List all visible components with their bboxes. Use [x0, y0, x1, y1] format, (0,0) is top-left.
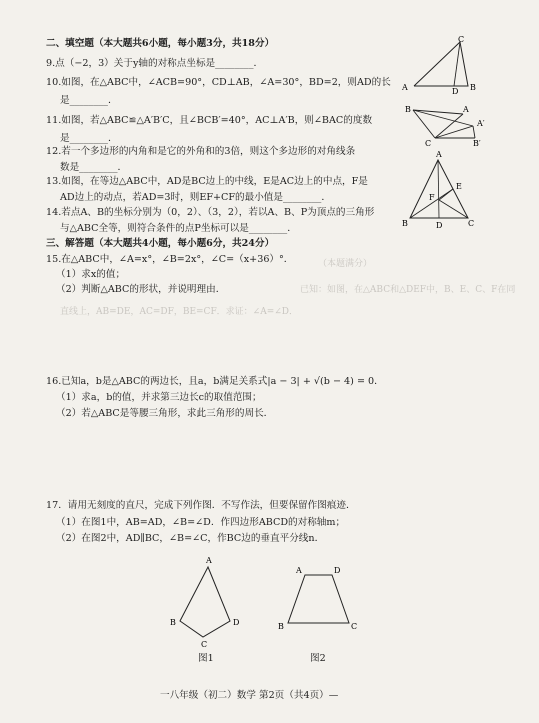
question-11-line2: 是________． — [60, 133, 118, 144]
q10-label-d: D — [452, 87, 459, 96]
question-16-part2: （2）若△ABC是等腰三角形，求此三角形的周长． — [56, 408, 274, 419]
q13-label-b: B — [402, 219, 408, 228]
q11-label-b: B — [405, 105, 411, 114]
question-15: 15.在△ABC中，∠A=x°，∠B=2x°，∠C=（x+36）°． — [46, 254, 294, 265]
question-11-line1: 11.如图，若△ABC≌△A′B′C，且∠BCB′=40°，AC⊥A′B，则∠BAC的度数 — [46, 115, 373, 126]
question-10-line2: 是________． — [60, 95, 118, 106]
q13-label-c: C — [468, 219, 475, 228]
q10-label-a: A — [402, 83, 408, 92]
figure-1-kite — [170, 555, 260, 650]
question-12-line1: 12.若一个多边形的内角和是它的外角和的3倍，则这个多边形的对角线条 — [46, 146, 356, 157]
fig2-label-a: A — [296, 566, 302, 575]
figure-q13-equilateral — [402, 152, 482, 230]
q11-label-c: C — [425, 139, 432, 148]
question-13-line2: AD边上的动点，若AD=3时，则EF+CF的最小值是________． — [60, 192, 331, 203]
question-10-line1: 10.如图，在△ABC中，∠ACB=90°，CD⊥AB，∠A=30°，BD=2，则AD的长 — [46, 77, 391, 88]
question-9: 9.点（−2，3）关于y轴的对称点坐标是________． — [46, 58, 264, 69]
bleed-text-2: 已知：如图，在△ABC和△DEF中，B、E、C、F在同 — [300, 285, 516, 295]
question-17: 17．请用无刻度的直尺，完成下列作图．不写作法，但要保留作图痕迹． — [46, 500, 356, 511]
fig1-label-c: C — [201, 640, 208, 649]
fig1-label-b: B — [170, 618, 176, 627]
fig1-label-a: A — [206, 556, 212, 565]
question-15-part1: （1）求x的值； — [56, 269, 126, 280]
fig2-label-c: C — [351, 622, 358, 631]
page-footer: 一八年级（初二）数学 第2页（共4页）— — [160, 690, 339, 701]
question-14-line1: 14.若点A、B的坐标分别为（0，2）、（3，2），若以A、B、P为顶点的三角形 — [46, 207, 375, 218]
question-17-part2: （2）在图2中，AD∥BC，∠B=∠C，作BC边的垂直平分线n． — [56, 533, 325, 544]
question-16: 16.已知a，b是△ABC的两边长，且a，b满足关系式|a − 3| + √(b − 4) = 0． — [46, 376, 384, 387]
figure-1-caption: 图1 — [198, 653, 214, 664]
question-15-part2: （2）判断△ABC的形状，并说明理由． — [56, 284, 226, 295]
q11-label-a: A — [463, 105, 469, 114]
bleed-text-1: （本题满分） — [318, 259, 373, 269]
section-2-title: 二、填空题（本大题共6小题，每小题3分，共18分） — [46, 38, 275, 49]
q11-label-b-prime: B′ — [473, 139, 481, 148]
figure-2-trapezoid — [278, 565, 363, 635]
q11-label-a-prime: A′ — [477, 119, 485, 128]
figure-q11-triangles — [405, 104, 495, 146]
fig2-label-d: D — [334, 566, 341, 575]
fig2-label-b: B — [278, 622, 284, 631]
bleed-text-3: 直线上，AB=DE，AC=DF，BE=CF．求证：∠A=∠D． — [60, 307, 299, 317]
figure-2-caption: 图2 — [310, 653, 326, 664]
figure-q10-triangle — [398, 36, 498, 94]
question-16-part1: （1）求a，b的值，并求第三边长c的取值范围； — [56, 392, 262, 403]
question-12-line2: 数是________． — [60, 162, 128, 173]
question-14-line2: 与△ABC全等，则符合条件的点P坐标可以是________． — [60, 223, 297, 234]
q10-label-c: C — [458, 35, 465, 44]
question-13-line1: 13.如图，在等边△ABC中，AD是BC边上的中线，E是AC边上的中点，F是 — [46, 176, 368, 187]
q13-label-d: D — [436, 221, 443, 230]
section-3-title: 三、解答题（本大题共4小题，每小题6分，共24分） — [46, 238, 275, 249]
q13-label-a: A — [436, 150, 442, 159]
fig1-label-d: D — [233, 618, 240, 627]
q10-label-b: B — [470, 83, 476, 92]
q13-label-e: E — [456, 182, 462, 191]
question-17-part1: （1）在图1中，AB=AD，∠B=∠D．作四边形ABCD的对称轴m； — [56, 517, 346, 528]
q13-label-f: F — [429, 193, 435, 202]
